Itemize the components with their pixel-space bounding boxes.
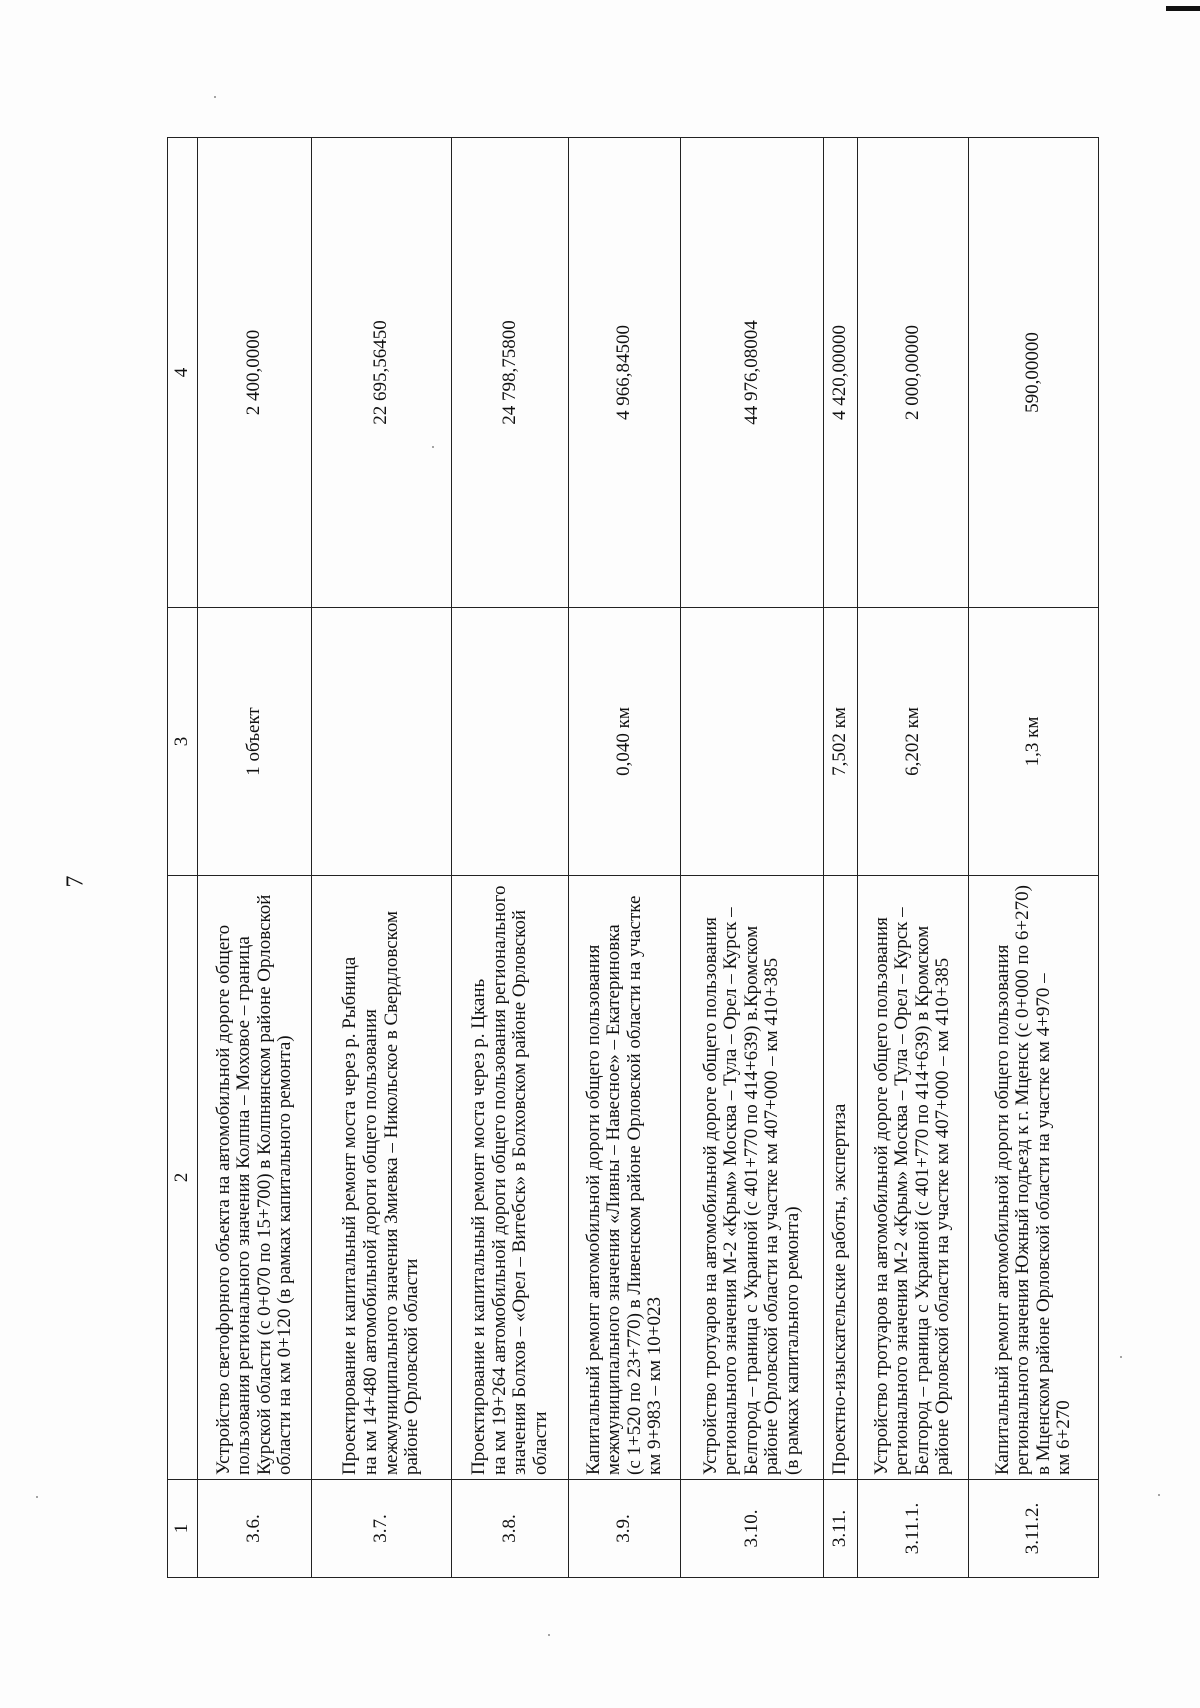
table-row (857, 138, 969, 1578)
table-row (680, 138, 823, 1578)
table-header-row (168, 138, 198, 1578)
scan-speck (548, 1634, 550, 1636)
table-row (969, 138, 1099, 1578)
row-description-text: Устройство светофорного объекта на автомобильной дороге общего пользования регионального значения Колпна – Моховое – граница Курской области (с 0+070 по 15+700) в Колпнянском районе Орловской области на км 0+120 (в рамках капитального ремонта) (212, 894, 296, 1475)
row-description-text: Капитальный ремонт автомобильной дороги общего пользования межмуниципального значения «Ливны – Навесное» – Екатериновка (с 1+520 по 23+770) в Ливенском районе Орловской области на участке км 9+983 – км 10+023 (582, 895, 666, 1475)
row-description (312, 876, 452, 1480)
table-row (198, 138, 312, 1578)
table-row (451, 138, 568, 1578)
row-quantity: 1 объект (198, 608, 312, 876)
row-amount: 24 798,75800 (451, 138, 568, 608)
scan-speck (1158, 1494, 1160, 1496)
scan-speck (36, 1496, 38, 1498)
row-description (824, 876, 858, 1480)
row-number: 3.10. (680, 1480, 823, 1578)
row-number: 3.9. (569, 1480, 681, 1578)
row-quantity (312, 608, 452, 876)
row-description-text: Проектирование и капитальный ремонт моста через р. Рыбница на км 14+480 автомобильной дороги общего пользования межмуниципального значения Змиевка – Никольское в Свердловском районе Орловской области (339, 910, 423, 1475)
scan-speck (1120, 1356, 1122, 1358)
table-row (569, 138, 681, 1578)
scan-edge-mark (1166, 6, 1200, 11)
row-number: 3.8. (451, 1480, 568, 1578)
row-amount: 4 420,00000 (824, 138, 858, 608)
scan-speck (214, 96, 216, 98)
row-number: 3.11. (824, 1480, 858, 1578)
row-amount: 2 400,0000 (198, 138, 312, 608)
table-row (824, 138, 858, 1578)
row-description (857, 876, 969, 1480)
header-cell: 3 (168, 608, 198, 876)
row-description-text: Проектирование и капитальный ремонт моста через р. Цкань на км 19+264 автомобильной дороги общего пользования регионального значения Болхов – «Орел – Витебск» в Болховском районе Орловской области (468, 885, 551, 1475)
row-quantity: 7,502 км (824, 608, 858, 876)
row-number: 3.6. (198, 1480, 312, 1578)
row-description (198, 876, 312, 1480)
header-cell: 4 (168, 138, 198, 608)
row-quantity: 1,3 км (969, 608, 1099, 876)
row-description-text: Устройство тротуаров на автомобильной дороге общего пользования регионального значения М-2 «Крым» Москва – Тула – Орел – Курск – Белгород – граница с Украиной (с 401+770 по 414+639) в.Кромском районе Орловской области на участке км 407+000 – км 410+385 (в рамках капитального ремонта) (699, 907, 803, 1475)
header-cell: 2 (168, 876, 198, 1480)
page-number: 7 (62, 875, 89, 888)
row-quantity: 0,040 км (569, 608, 681, 876)
table-row (312, 138, 452, 1578)
row-description-text: Устройство тротуаров на автомобильной дороге общего пользования регионального значения М-2 «Крым» Москва – Тула – Орел – Курск – Белгород – граница с Украиной (с 401+770 по 414+639) в Кромском районе Орловской области на участке км 407+000 – км 410+385 (870, 907, 954, 1475)
row-description-text: Проектно-изыскательские работы, экспертиза (829, 1103, 851, 1475)
row-description (569, 876, 681, 1480)
row-description (680, 876, 823, 1480)
row-amount: 4 966,84500 (569, 138, 681, 608)
row-amount: 22 695,56450 (312, 138, 452, 608)
row-description (969, 876, 1099, 1480)
rotated-table (167, 138, 1099, 1578)
row-description (451, 876, 568, 1480)
row-number: 3.7. (312, 1480, 452, 1578)
row-amount: 2 000,00000 (857, 138, 969, 608)
row-number: 3.11.1. (857, 1480, 969, 1578)
row-quantity (680, 608, 823, 876)
objects-table (167, 137, 1099, 1578)
row-quantity: 6,202 км (857, 608, 969, 876)
row-amount: 44 976,08004 (680, 138, 823, 608)
row-description-text: Капитальный ремонт автомобильной дороги общего пользования регионального значения Южный подъезд к г. Мценск (с 0+000 по 6+270) в Мценском районе Орловской области на участке км 4+970 – км 6+270 (991, 885, 1075, 1475)
row-amount: 590,00000 (969, 138, 1099, 608)
row-number: 3.11.2. (969, 1480, 1099, 1578)
row-quantity (451, 608, 568, 876)
header-cell: 1 (168, 1480, 198, 1578)
